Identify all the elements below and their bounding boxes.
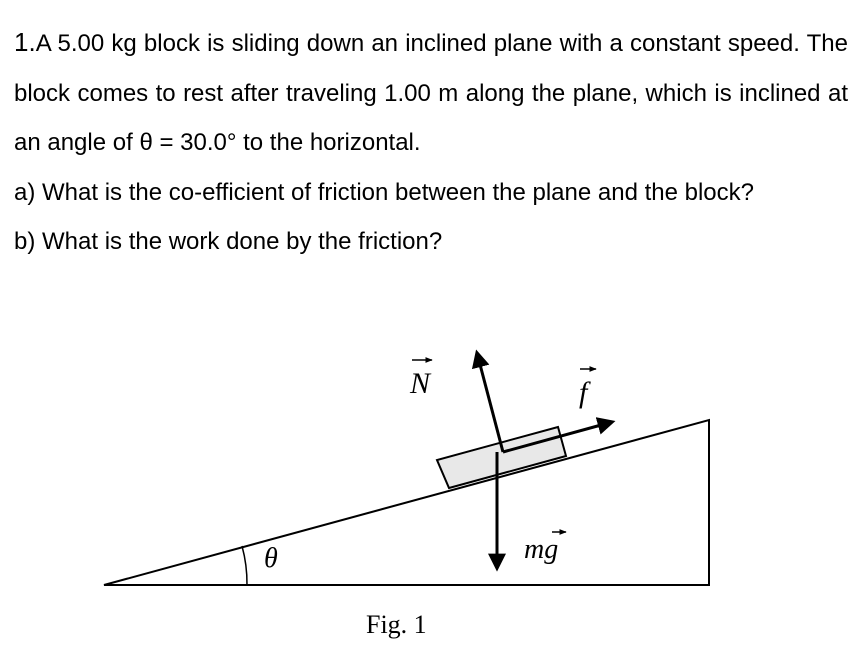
normal-force-label: N (410, 367, 431, 400)
normal-force-arrow (477, 353, 503, 452)
angle-label: θ (264, 543, 278, 574)
weight-label: mg (524, 534, 559, 565)
question-number: 1. (14, 27, 36, 57)
part-a: a) What is the co-efficient of friction between the plane and the block? (14, 178, 754, 206)
friction-force-label: f (579, 376, 588, 409)
statement-text: A 5.00 kg block is sliding down an inclined plane with a constant speed. The block comes to rest after traveling 1.00 m along the plane, which is inclined at an angle of θ = 30.0° to the horizontal. (14, 30, 848, 156)
part-b: b) What is the work done by the friction? (14, 228, 443, 255)
incline-plane (104, 420, 709, 585)
figure-caption: Fig. 1 (366, 610, 427, 639)
